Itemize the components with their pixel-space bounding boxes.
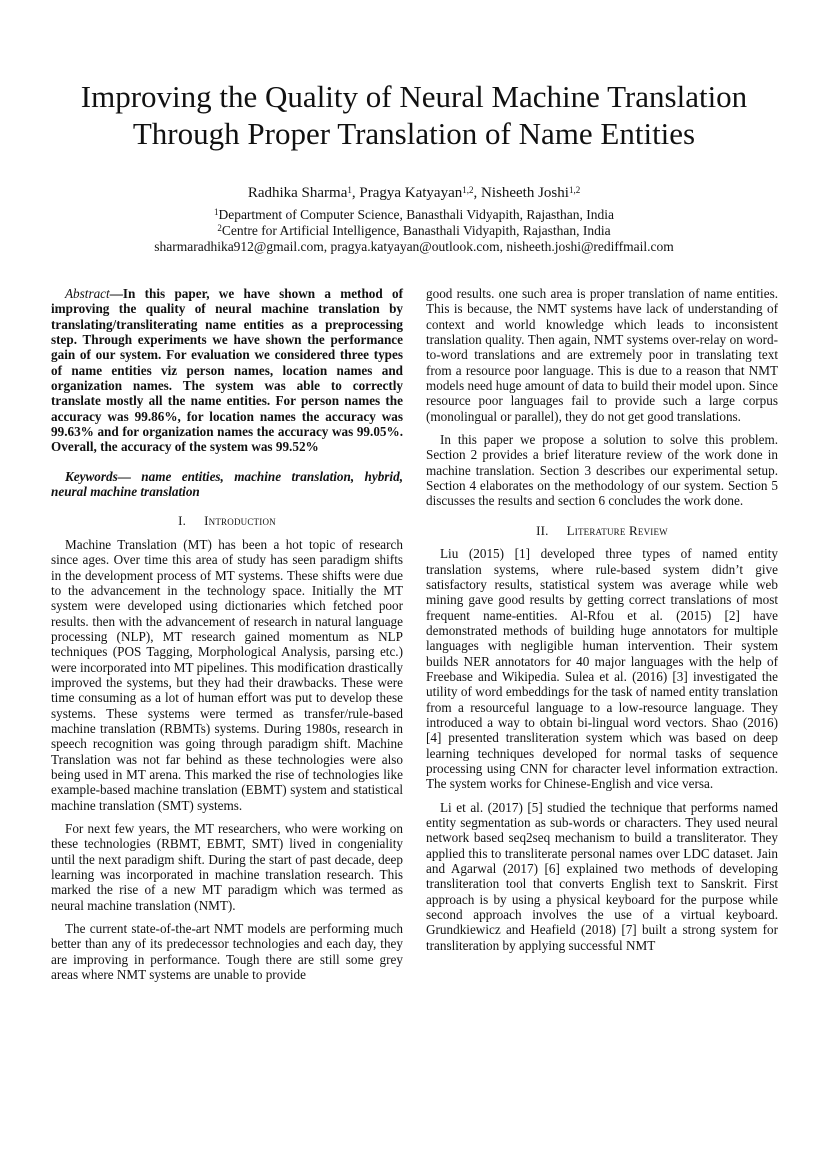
abstract bbox=[51, 286, 403, 455]
body-paragraph: The current state-of-the-art NMT models are performing much better than any of its predecessor technologies and each day, they are improving in performance. Tough there are still some grey areas where NMT systems are unable to provide bbox=[51, 921, 403, 983]
author-emails: sharmaradhika912@gmail.com, pragya.katyayan@outlook.com, nisheeth.joshi@rediffmail.com bbox=[154, 239, 674, 254]
left-column bbox=[51, 286, 403, 990]
body-paragraph: Li et al. (2017) [5] studied the technique that performs named entity segmentation as sub-words or characters. They used neural network based seq2seq mechanism to build a transliterator. They applied this to transliterate personal names over LDC dataset. Jain and Agarwal (2017) [6] explained two methods of developing transliteration tool that converts English text to Sanskrit. First approach is by using a physical keyboard for the purpose while second approach involves the use of a virtual keyboard. Grundkiewicz and Heafield (2018) [7] built a strong system for transliteration by applying successful NMT bbox=[426, 799, 778, 953]
author-affil-mark: 1,2 bbox=[462, 185, 474, 195]
author-name: Nisheeth Joshi bbox=[481, 185, 569, 201]
section-title: Introduction bbox=[204, 513, 276, 529]
body-paragraph: Machine Translation (MT) has been a hot topic of research since ages. Over time this area of study has seen paradigm shifts in the development process of MT systems. These shifts were due to the advancement in the technology space. Initially the MT system were developed using dictionaries which fetched poor results. then with the advancement of research in natural language processing (NLP), MT research gained momentum as NLP techniques (POS Tagging, Morphological Analysis, parsing etc.) were incorporated into MT pipelines. This modification drastically improved the systems, but they had their drawbacks. These were time consuming as a lot of human effort was put to develop these systems. These systems were termed as transfer/rule-based machine translation (RBMTs) systems. During 1980s, research in speech recognition was going through paradigm shift. Machine Translation was not far behind as these technologies were also being used in MT arena. This marked the rise of technologies like example-based machine translation (EBMT) system and statistical machine translation (SMT) systems. bbox=[51, 536, 403, 813]
affiliation-text: Centre for Artificial Intelligence, Banasthali Vidyapith, Rajasthan, India bbox=[221, 223, 611, 238]
body-paragraph: Liu (2015) [1] developed three types of named entity translation systems, where rule-based system didn’t give satisfactory results, statistical system was average while web mining gave good results by getting correct translations of most frequent name-entities. Al-Rfou et al. (2015) [2] have demonstrated methods of building huge annotators for multiple languages with negligible human intervention. Their system builds NER annotators for 40 major languages with the help of Freebase and Wikipedia. Sulea et al. (2016) [3] investigated the utility of word embeddings for the task of named entity translation from a resourceful language to a low-resource language. They introduced a way to obtain bi-lingual word vectors. Shao (2016) [4] presented transliteration system which was based on deep learning techniques developed for normal tasks of sequence processing using CNN for character level information extraction. The system works for Chinese-English and vice versa. bbox=[426, 546, 778, 792]
keywords-text: — name entities, machine translation, hybrid, neural machine translation bbox=[51, 468, 403, 500]
affiliation-2 bbox=[30, 222, 798, 239]
section-heading-introduction bbox=[51, 513, 403, 528]
abstract-label: Abstract bbox=[65, 286, 110, 301]
author-list: Radhika Sharma$^1$, Pragya Katyayan$^{1,2}$, Nisheeth Joshi$^{1,2}$ bbox=[247, 185, 581, 201]
author-name: Pragya Katyayan bbox=[359, 185, 463, 201]
section-number: I. bbox=[178, 513, 187, 529]
abstract-text: —In this paper, we have shown a method of improving the quality of neural machine translation by translating/transliterating name entities as a preprocessing step. Through experiments we have shown the performance gain of our system. For evaluation we considered three types of name entities viz person names, location names and organization names. The system was able to correctly translate mostly all the name entities. For person names the accuracy was 99.86%, for location names the accuracy was 99.63% and for organization names the accuracy was 99.05%. Overall, the accuracy of the system was 99.52% bbox=[51, 286, 403, 455]
section-title: Literature Review bbox=[566, 522, 668, 538]
author-affil-mark: 1 bbox=[347, 185, 352, 195]
section-number: II. bbox=[536, 522, 549, 538]
title-line-1: Improving the Quality of Neural Machine Translation bbox=[80, 79, 748, 114]
body-paragraph: In this paper we propose a solution to solve this problem. Section 2 provides a brief literature review of the work done in machine translation. Section 3 describes our experimental setup. Section 4 elaborates on the methodology of our system. Section 5 discusses the results and section 6 concludes the work done. bbox=[426, 432, 778, 509]
body-paragraph: For next few years, the MT researchers, who were working on these technologies (RBMT, EBMT, SMT) lived in congeniality until the next paradigm shift. During the start of past decade, deep learning was incorporated in machine translation research. This marked the rise of a new MT paradigm which was termed as neural machine translation (NMT). bbox=[51, 821, 403, 913]
paper-title bbox=[30, 78, 798, 152]
right-column bbox=[426, 286, 778, 961]
author-affil-mark: 1,2 bbox=[568, 185, 581, 195]
body-paragraph: good results. one such area is proper translation of name entities. This is because, the NMT systems have lack of understanding of context and world knowledge which leads to inconsistent translation quality. Then again, NMT systems over-relay on word-to-word translations and are extremely poor in translating text from a resource poor language. This is due to a reason that NMT models need huge amount of data to build their model upon. Since resource poor languages fail to provide such a large corpus (monolingual or parallel), they do not get good translations. bbox=[426, 286, 778, 424]
affiliation-text: Department of Computer Science, Banasthali Vidyapith, Rajasthan, India bbox=[218, 207, 615, 222]
keywords-label: Keywords bbox=[65, 468, 118, 484]
affiliation-mark: 2 bbox=[217, 223, 222, 233]
keywords bbox=[51, 469, 403, 500]
affiliation-1 bbox=[30, 206, 798, 223]
title-line-2: Through Proper Translation of Name Entities bbox=[132, 116, 696, 151]
author-name: Radhika Sharma bbox=[247, 185, 348, 201]
section-heading-literature-review bbox=[426, 523, 778, 538]
affiliation-mark: 1 bbox=[213, 207, 219, 217]
